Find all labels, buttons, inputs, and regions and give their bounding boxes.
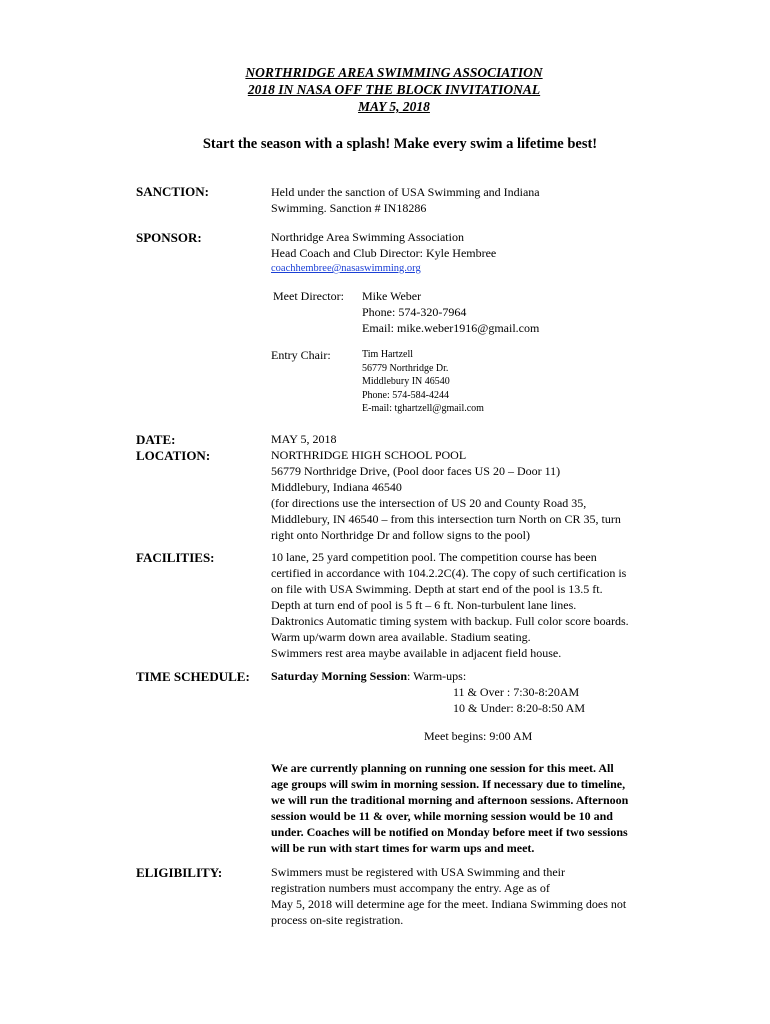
entry-chair-label: Entry Chair: [271, 348, 331, 362]
date-location-line: NORTHRIDGE HIGH SCHOOL POOL [271, 448, 467, 462]
session-title: Saturday Morning Session [271, 669, 408, 683]
date-location-line: (for directions use the intersection of US 20 and County Road 35, [271, 496, 587, 510]
facilities-line: Daktronics Automatic timing system with backup. Full color score boards. [271, 614, 629, 628]
notice-line: we will run the traditional morning and afternoon sessions. Afternoon [271, 793, 629, 807]
eligibility-line: May 5, 2018 will determine age for the meet. Indiana Swimming does not [271, 897, 627, 911]
facilities-line: Depth at turn end of pool is 5 ft – 6 ft. Non-turbulent lane lines. [271, 598, 577, 612]
meet-date-title: MAY 5, 2018 [358, 99, 430, 114]
eligibility-text [271, 864, 626, 928]
org-title: NORTHRIDGE AREA SWIMMING ASSOCIATION [245, 65, 543, 80]
sponsor-line: Head Coach and Club Director: Kyle Hembree [271, 246, 497, 260]
meet-director-info [362, 288, 539, 336]
sanction-label: SANCTION: [136, 184, 209, 199]
location-label: LOCATION: [136, 448, 211, 463]
facilities-line: Swimmers rest area maybe available in adjacent field house. [271, 646, 562, 660]
sponsor-text [271, 229, 496, 277]
entry-chair-line: 56779 Northridge Dr. [362, 362, 449, 374]
eligibility-line: process on-site registration. [271, 913, 404, 927]
warmup-time: 11 & Over : 7:30-8:20AM [453, 685, 580, 699]
meet-director-label: Meet Director: [273, 289, 344, 303]
meet-begins: Meet begins: 9:00 AM [424, 729, 533, 743]
sponsor-line: Northridge Area Swimming Association [271, 230, 464, 244]
facilities-line: on file with USA Swimming. Depth at start end of the pool is 13.5 ft. [271, 582, 603, 596]
sponsor-email-link[interactable]: coachhembree@nasaswimming.org [271, 263, 421, 274]
entry-chair-line: Tim Hartzell [362, 349, 414, 360]
notice-line: We are currently planning on running one session for this meet. All [271, 761, 614, 775]
date-location-line: right onto Northridge Dr and follow signs to the pool) [271, 528, 530, 542]
eligibility-line: registration numbers must accompany the entry. Age as of [271, 881, 550, 895]
facilities-line: 10 lane, 25 yard competition pool. The competition course has been [271, 550, 597, 564]
meet-title: 2018 IN NASA OFF THE BLOCK INVITATIONAL [247, 82, 541, 97]
meet-director-phone: Phone: 574-320-7964 [362, 305, 467, 319]
time-schedule-label: TIME SCHEDULE: [136, 669, 250, 684]
facilities-line: Warm up/warm down area available. Stadium seating. [271, 630, 531, 644]
notice-line: will be run with start times for warm ups and meet. [271, 841, 535, 855]
entry-chair-info [362, 348, 484, 416]
facilities-line: certified in accordance with 104.2.2C(4). The copy of such certification is [271, 566, 627, 580]
sanction-line: Held under the sanction of USA Swimming and Indiana [271, 185, 540, 199]
date-location-line: 56779 Northridge Drive, (Pool door faces US 20 – Door 11) [271, 464, 561, 478]
entry-chair-line: Phone: 574-584-4244 [362, 389, 449, 401]
sanction-text [271, 184, 540, 216]
notice-line: session would be 11 & over, while morning session would be 10 and [271, 809, 613, 823]
sanction-line: Swimming. Sanction # IN18286 [271, 201, 427, 215]
facilities-text [271, 549, 629, 661]
tagline: Start the season with a splash! Make every swim a lifetime best! [202, 136, 598, 152]
entry-chair-line: Middlebury IN 46540 [362, 376, 450, 387]
session-notice [271, 760, 628, 856]
date-location-text [271, 431, 621, 543]
date-location-line: MAY 5, 2018 [271, 432, 337, 446]
facilities-label: FACILITIES: [136, 550, 215, 565]
warmups-label: : Warm-ups: [407, 669, 467, 683]
document-header [0, 64, 770, 115]
notice-line: age groups will swim in morning session. If necessary due to timeline, [271, 777, 626, 791]
eligibility-label: ELIGIBILITY: [136, 865, 223, 880]
time-schedule-header [271, 668, 585, 716]
meet-director-name: Mike Weber [362, 289, 422, 303]
sponsor-label: SPONSOR: [136, 230, 202, 245]
date-location-line: Middlebury, IN 46540 – from this intersection turn North on CR 35, turn [271, 512, 621, 526]
notice-line: under. Coaches will be notified on Monday before meet if two sessions [271, 825, 628, 839]
date-label: DATE: [136, 432, 176, 447]
date-location-line: Middlebury, Indiana 46540 [271, 480, 402, 494]
eligibility-line: Swimmers must be registered with USA Swimming and their [271, 865, 565, 879]
meet-director-email: Email: mike.weber1916@gmail.com [362, 321, 540, 335]
entry-chair-line: E-mail: tghartzell@gmail.com [362, 403, 484, 414]
warmup-time: 10 & Under: 8:20-8:50 AM [453, 701, 585, 715]
